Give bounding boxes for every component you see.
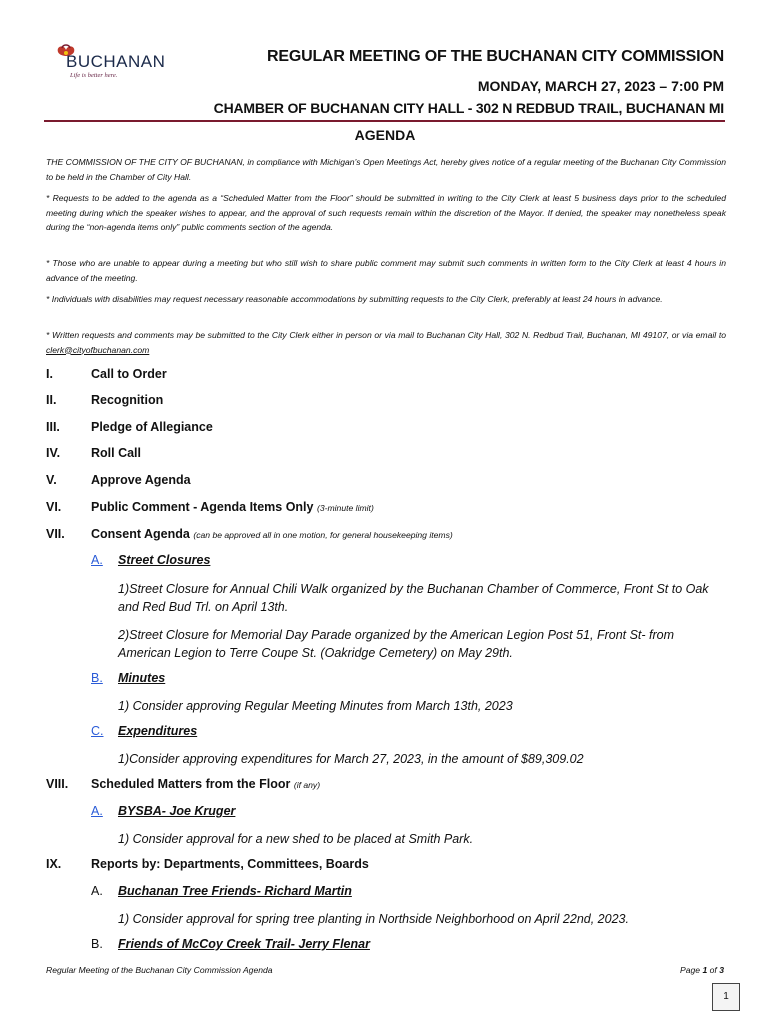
item-consent-agenda (91, 527, 453, 541)
item-consent-agenda-note: (can be approved all in one motion, for general housekeeping items) (193, 530, 453, 540)
reports-a-letter: A. (91, 884, 103, 898)
agenda-heading: AGENDA (354, 127, 416, 143)
item-public-comment-label: Public Comment - Agenda Items Only (91, 500, 314, 514)
footer-page-number (680, 965, 724, 975)
item-scheduled-matters-note: (if any) (293, 780, 321, 790)
notice-intro: THE COMMISSION OF THE CITY OF BUCHANAN, in compliance with Michigan’s Open Meetings Act, hereby gives notice of a regular meeting of the Buchanan City Commission to be held in the Chamber of City Hall. (46, 157, 726, 182)
reports-a-detail-1: 1) Consider approval for spring tree planting in Northside Neighborhood on April 22nd, 2023. (118, 912, 629, 926)
consent-a-letter[interactable]: A. (91, 553, 103, 567)
consent-street-closures: Street Closures (118, 553, 211, 567)
notice-submission-text: * Written requests and comments may be submitted to the City Clerk either in person or via mail to Buchanan City Hall, 302 N. Redbud Trail, Buchanan, MI 49107, or via email to (46, 330, 726, 340)
notice-disabilities: * Individuals with disabilities may request necessary reasonable accommodations by submitting requests to the City Clerk, preferably at least 24 hours in advance. (46, 294, 663, 304)
consent-minutes: Minutes (118, 671, 166, 685)
reports-mccoy-creek: Friends of McCoy Creek Trail- Jerry Flenar (118, 937, 370, 951)
consent-b-letter[interactable]: B. (91, 671, 103, 685)
item-approve-agenda: Approve Agenda (91, 473, 191, 487)
footer-of-word: of (709, 965, 717, 975)
logo-tagline: Life is better here. (70, 72, 118, 79)
consent-c-detail-1: 1)Consider approving expenditures for March 27, 2023, in the amount of $89,309.02 (118, 752, 584, 766)
item-call-to-order: Call to Order (91, 367, 167, 381)
item-recognition: Recognition (91, 393, 164, 407)
item-num-1: I. (46, 367, 53, 381)
scheduled-a-letter[interactable]: A. (91, 804, 103, 818)
footer-page-current: 1 (702, 965, 708, 975)
meeting-datetime: MONDAY, MARCH 27, 2023 – 7:00 PM (477, 78, 724, 94)
scheduled-a-detail-1: 1) Consider approval for a new shed to be placed at Smith Park. (118, 832, 474, 846)
meeting-location: CHAMBER OF BUCHANAN CITY HALL - 302 N REDBUD TRAIL, BUCHANAN MI (213, 100, 724, 116)
footer-title: Regular Meeting of the Buchanan City Commission Agenda (46, 965, 273, 975)
item-num-5: V. (46, 473, 57, 487)
footer-page-word: Page (680, 965, 701, 975)
consent-b-detail-1: 1) Consider approving Regular Meeting Minutes from March 13th, 2023 (118, 699, 513, 713)
page-indicator[interactable]: 1 (712, 983, 740, 1011)
notice-requests: * Requests to be added to the agenda as a “Scheduled Matter from the Floor” should be submitted in writing to the City Clerk at least 5 business days prior to the scheduled meeting during which the speaker wishes to appear, and the approval of such requests remain within the discretion of the Mayor. If denied, the speaker may nonetheless speak during the “non-agenda items only” public comments section of the agenda. (46, 193, 726, 232)
item-pledge: Pledge of Allegiance (91, 420, 213, 434)
consent-a-detail-2: 2)Street Closure for Memorial Day Parade organized by the American Legion Post 51, Front St- from American Legion to Terre Coupe St. (Oakridge Cemetery) on May 29th. (118, 628, 675, 660)
item-public-comment-note: (3-minute limit) (316, 503, 374, 513)
consent-expenditures: Expenditures (118, 724, 198, 738)
footer-page-total: 3 (719, 965, 724, 975)
scheduled-bysba: BYSBA- Joe Kruger (118, 804, 236, 818)
consent-c-letter[interactable]: C. (91, 724, 104, 738)
item-roll-call: Roll Call (91, 446, 142, 460)
reports-b-letter: B. (91, 937, 103, 951)
logo (44, 44, 166, 84)
item-num-9: IX. (46, 857, 62, 871)
notice-written-comment: * Those who are unable to appear during a meeting but who still wish to share public comment may submit such comments in written form to the City Clerk at least 4 hours in advance of the meeting. (46, 258, 726, 283)
item-num-4: IV. (46, 446, 61, 460)
reports-tree-friends: Buchanan Tree Friends- Richard Martin (118, 884, 352, 898)
item-reports: Reports by: Departments, Committees, Boards (91, 857, 369, 871)
logo-name: BUCHANAN (66, 52, 166, 71)
item-num-2: II. (46, 393, 57, 407)
header-divider (44, 120, 725, 122)
item-consent-agenda-label: Consent Agenda (91, 527, 190, 541)
item-public-comment (91, 500, 374, 514)
notice-submission (46, 328, 726, 357)
item-scheduled-matters (91, 777, 320, 791)
item-num-6: VI. (46, 500, 62, 514)
meeting-title: REGULAR MEETING OF THE BUCHANAN CITY COMMISSION (267, 48, 724, 65)
clerk-email-link[interactable]: clerk@cityofbuchanan.com (46, 344, 150, 355)
item-num-8: VIII. (46, 777, 69, 791)
item-scheduled-matters-label: Scheduled Matters from the Floor (91, 777, 291, 791)
item-num-3: III. (46, 420, 60, 434)
consent-a-detail-1: 1)Street Closure for Annual Chili Walk organized by the Buchanan Chamber of Commerce, Front St to Oak and Red Bud Trl. on April 13th. (118, 582, 709, 614)
item-num-7: VII. (46, 527, 65, 541)
